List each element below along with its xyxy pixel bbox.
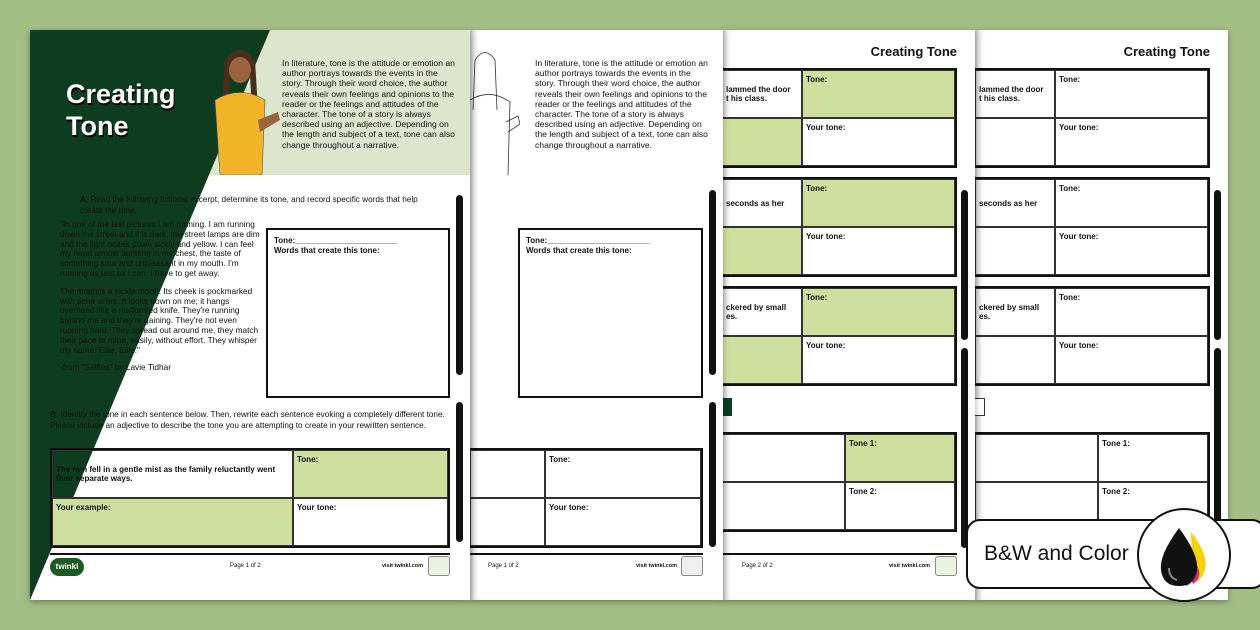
- section-marker: [722, 398, 732, 416]
- page-number: Page 2 of 2: [742, 563, 773, 569]
- footer-rule: [470, 553, 703, 555]
- twinkl-logo: twinkl: [50, 558, 84, 576]
- page-number: Page 1 of 2: [230, 563, 261, 569]
- binder-ring: [456, 195, 463, 375]
- binder-ring: [961, 190, 968, 340]
- page-title: Creating Tone: [1123, 44, 1210, 59]
- worksheet-page-1-bw: [470, 30, 723, 600]
- section-b-instructions: B. Identify the tone in each sentence below. Then, rewrite each sentence evoking a completely different tone. Please include an adjective to describe the tone you are attempting to create in your rewritten sentence.: [50, 410, 445, 430]
- intro-paragraph: In literature, tone is the attitude or emotion an author portrays towards the events in the story. Through their word choice, the author reveals their own feelings and opinions to the reader or the feelings and attitudes of the character. The tone of a story is always described using an adjective. Depending on the length and subject of a text, tone can also change throughout a narrative.: [535, 58, 708, 150]
- visit-link: visit twinkl.com: [636, 563, 677, 569]
- binder-ring: [456, 402, 463, 542]
- section-a-instructions: A. Read the following fictional excerpt, determine its tone, and record specific words that help create the tone.: [80, 195, 418, 215]
- sentence-table: lammed the door t his class. Tone: Your tone:: [975, 68, 1210, 168]
- page-number: Page 1 of 2: [488, 563, 519, 569]
- worksheet-page-2-color: [722, 30, 975, 600]
- sentence-table: The rain fell in a gentle mist as the family reluctantly went their separate ways. Tone: Your example: Your tone:: [50, 448, 450, 548]
- visit-link: visit twinkl.com: [382, 563, 423, 569]
- page-title: Creating Tone: [870, 44, 957, 59]
- girl-outline-illustration: [470, 40, 520, 175]
- binder-ring: [961, 348, 968, 548]
- quality-badge-icon: [428, 556, 450, 576]
- quality-badge-icon: [681, 556, 703, 576]
- ink-drops-icon: [1137, 508, 1231, 602]
- binder-ring: [709, 190, 716, 375]
- tone-answer-box: Tone:_______________________ Words that create this tone:: [266, 228, 450, 398]
- sentence-table: Tone: Your tone:: [470, 448, 703, 548]
- sentence-table: ckered by small es. Tone: Your tone:: [975, 286, 1210, 386]
- tone-table: Tone 1: Tone 2:: [722, 432, 957, 532]
- girl-illustration: [200, 40, 280, 175]
- section-marker: [975, 398, 985, 416]
- worksheet-page-1-color: [30, 30, 470, 600]
- binder-ring: [1214, 190, 1221, 340]
- sentence-table: seconds as her Tone: Your tone:: [975, 177, 1210, 277]
- quality-badge-icon: [935, 556, 957, 576]
- visit-link: visit twinkl.com: [889, 563, 930, 569]
- tone-answer-box: Tone:_______________________ Words that create this tone:: [518, 228, 703, 398]
- sentence-table: ckered by small es. Tone: Your tone:: [722, 286, 957, 386]
- footer-rule: [722, 553, 957, 555]
- binder-ring: [709, 402, 716, 547]
- tone-table: Tone 1: Tone 2:: [975, 432, 1210, 532]
- sentence-table: seconds as her Tone: Your tone:: [722, 177, 957, 277]
- intro-paragraph: In literature, tone is the attitude or emotion an author portrays towards the events in the story. Through their word choice, the author reveals their own feelings and opinions to the reader or the feelings and attitudes of the character. The tone of a story is always described using an adjective. Depending on the length and subject of a text, tone can also change throughout a narrative.: [282, 58, 455, 150]
- worksheet-title: Creating Tone: [66, 79, 176, 141]
- bw-and-color-badge: B&W and Color: [966, 519, 1260, 589]
- excerpt: "In one of the last pictures I am running. I am running down the street and it is dark, the street lamps are dim and the light oozes down sickly and yellow. I can feel my heart almost bursting in my chest, the taste of something sour and unpleasant in my mouth. I'm running as fast as I can. I have to get away. The moon is a sickle moon. Its cheek is pockmarked with acne scars. It looks down on me; it hangs overhead like a malformed knife. They're running behind me and they're gaining. They're not even running hard. They spread out around me, they match their pace to mine, easily, without effort. They whisper my name: Ellie, Ellie." -from "Selfies" by Lavie Tidhar: [60, 219, 260, 373]
- sentence-table: lammed the door t his class. Tone: Your tone:: [722, 68, 957, 168]
- footer-rule: [50, 553, 450, 555]
